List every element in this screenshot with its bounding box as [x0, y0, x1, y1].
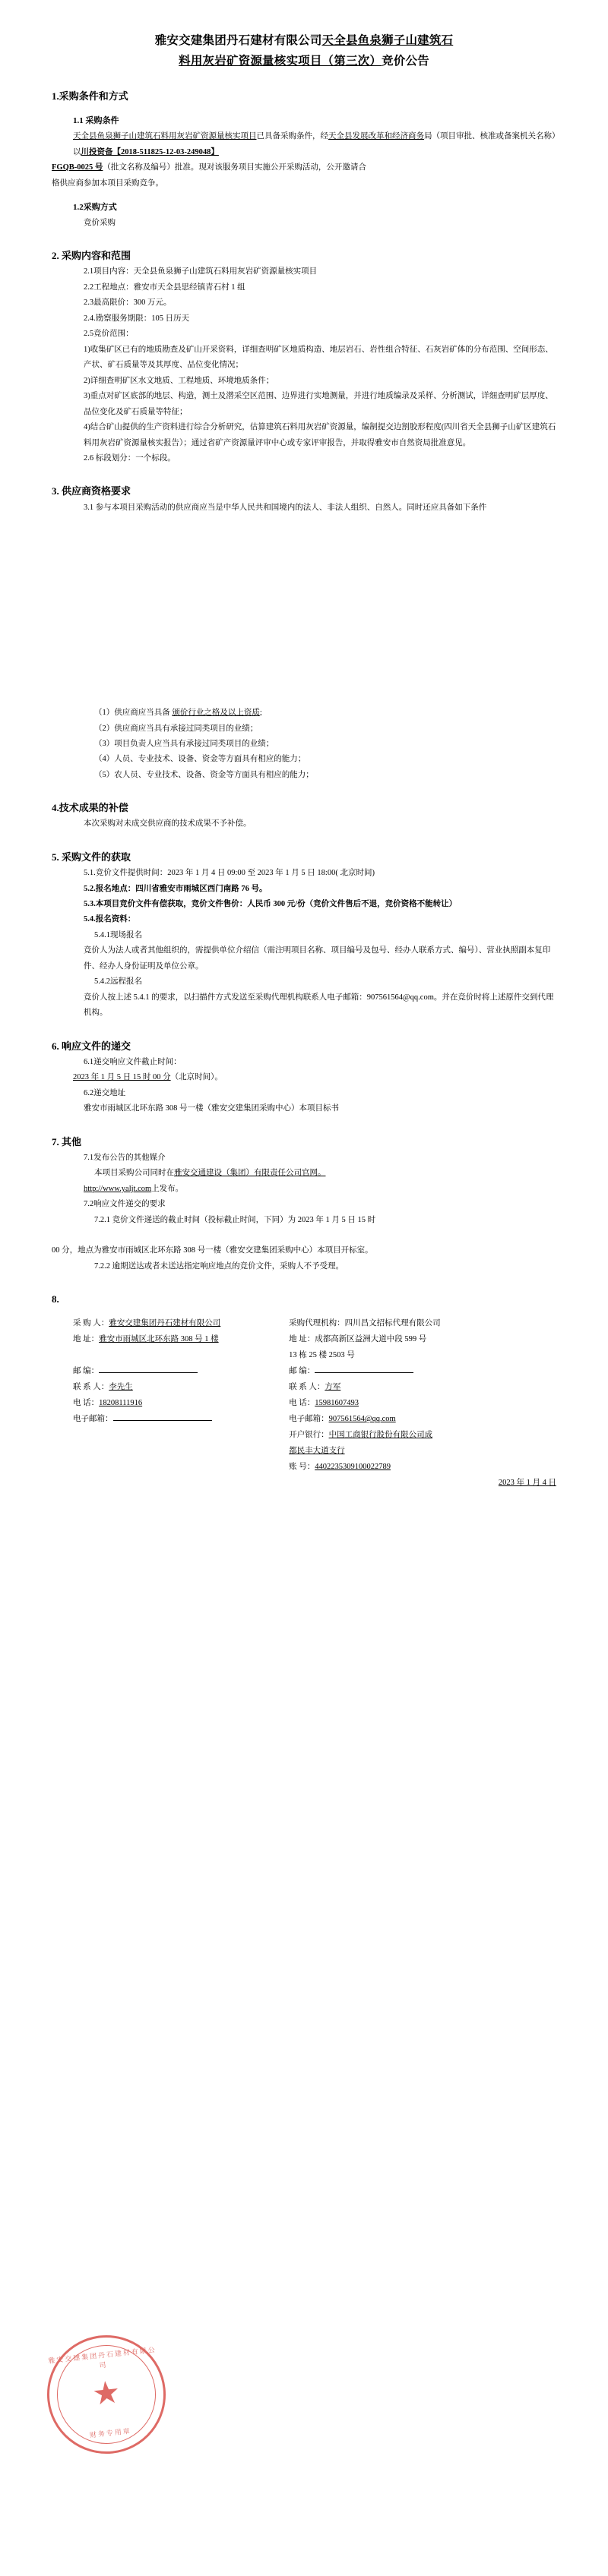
spacer-cell-5	[52, 1475, 289, 1491]
spacer-cell-2	[52, 1427, 289, 1443]
agent-zip-blank	[315, 1372, 413, 1373]
section-2-heading: 2. 采购内容和范围	[52, 250, 131, 262]
contact-row	[52, 1363, 556, 1379]
document-body	[52, 30, 556, 1491]
purchaser-contact-label: 联 系 人：	[73, 1383, 109, 1392]
section-2-scope-item: 3)重点对矿区底部的地层、构造，测土及潜采空区范围、边界进行实地测量，并进行地质编录及采样、分析测试，详细查明矿层厚度、品位变化及矿石质量等特征；	[84, 392, 553, 416]
agent-account-value: 4402235309100022789	[315, 1463, 391, 1472]
document-date-value: 2023 年 1 月 4 日	[498, 1479, 556, 1488]
section-6-item-1	[52, 1055, 556, 1070]
section-6-item-2: 6.2递交地址	[84, 1088, 126, 1097]
section-8-heading: 8.	[52, 1293, 59, 1305]
section-1-1-paragraph-cont	[52, 160, 556, 175]
contact-row	[52, 1443, 556, 1459]
section-2-scope-item: 2)详细查明矿区水文地质、工程地质、环境地质条件；	[84, 376, 274, 385]
approval-doc-number-2: FGQB-0025 号	[52, 163, 103, 172]
agent-cell	[289, 1315, 556, 1331]
p1-b: 已具备采购条件，经	[256, 132, 328, 141]
section-1-1-paragraph-cont2: 格供应商参加本项目采购竞争。	[52, 178, 163, 188]
p1-g: （批文名称及编号）批准。现对该服务项目实施公开采购活动，公开邀请合	[103, 163, 366, 172]
purchaser-value: 雅安交建集团丹石建材有限公司	[109, 1319, 221, 1328]
purchaser-address-cell	[52, 1331, 289, 1347]
section-7-heading: 7. 其他	[52, 1135, 82, 1148]
spacer-cell-3	[52, 1443, 289, 1459]
qualification-item-5: （5）农人员、专业技术、设备、资金等方面具有相应的能力；	[94, 770, 314, 779]
contact-row	[52, 1475, 556, 1491]
media-prefix: 本项目采购公司同时在	[94, 1169, 174, 1178]
agent-phone-value: 15981607493	[315, 1399, 359, 1408]
contact-table	[52, 1315, 556, 1491]
contact-row	[52, 1427, 556, 1443]
website-url[interactable]: http://www.yaljt.com	[84, 1184, 152, 1193]
spacer-cell-4	[52, 1459, 289, 1475]
contact-row	[52, 1379, 556, 1395]
agent-phone-cell	[289, 1395, 556, 1411]
title-line2-underlined: 料用灰岩矿资源量核实项目（第三次）	[179, 55, 382, 68]
section-2-item: 2.3最高限价：300 万元。	[84, 298, 172, 308]
agent-contact-value: 方军	[325, 1383, 341, 1392]
submission-deadline-suffix: （北京时间）。	[170, 1073, 223, 1082]
document-title	[52, 30, 556, 71]
qualification-item-1: （1）供应商应当具备 颁价行业之格及以上资质;	[94, 709, 262, 718]
agent-bank-value: 中国工商银行股份有限公司成	[328, 1431, 433, 1440]
approval-authority: 天全县发展改革和经济商务	[328, 132, 424, 141]
section-2-scope-item: 2.6 标段划分：一个标段。	[84, 454, 176, 462]
agent-contact-label: 联 系 人：	[289, 1383, 325, 1392]
section-3-paragraph: 3.1 参与本项目采购活动的供应商应当是中华人民共和国境内的法人、非法人组织、自然人。同时还应具备如下条件	[84, 503, 487, 512]
contact-row	[52, 1395, 556, 1411]
section-7-item-2-1: 7.2.1 竞价文件递送的截止时间（投标截止时间，下同）为 2023 年 1 月 5 日 15 时	[94, 1215, 376, 1224]
section-2-item: 2.4.勘察服务期限：105 日历天	[84, 314, 190, 323]
section-2-item: 2.2工程地点：雅安市天全县思经镇青石村 1 组	[84, 283, 245, 292]
agent-zip-label: 邮 编：	[289, 1367, 315, 1376]
section-1-2-heading: 1.2采购方式	[73, 203, 117, 213]
company-seal-stamp	[41, 2329, 171, 2459]
media-name: 雅安交通建设（集团）有限责任公司官网。	[174, 1169, 326, 1178]
section-5-heading: 5. 采购文件的获取	[52, 851, 131, 863]
purchaser-phone-value: 18208111916	[99, 1399, 143, 1408]
purchaser-contact-value: 李先生	[109, 1383, 133, 1392]
section-6-item-2-paragraph: 雅安市雨城区北环东路 308 号一楼（雅安交建集团采购中心）本项目标书	[84, 1104, 339, 1113]
section-5-4-heading: 5.4.报名资料：	[84, 915, 136, 924]
section-1-heading: 1.采购条件和方式	[52, 90, 128, 103]
section-5-4-1-paragraph: 竞价人为法人或者其他组织的，需提供单位介绍信（需注明项目名称、项目编号及包号、经办人联系方式、编号）、营业执照副本复印件、经办人身份证明及单位公章。	[84, 946, 551, 971]
section-5-4-2-heading: 5.4.2远程报名	[94, 977, 142, 987]
contact-row	[52, 1411, 556, 1427]
section-3-heading: 3. 供应商资格要求	[52, 485, 131, 497]
section-7-item-2: 7.2响应文件递交的要求	[84, 1200, 166, 1209]
section-2-item: 2.5竞价范围：	[84, 330, 134, 339]
purchaser-contact-cell	[52, 1379, 289, 1395]
agent-phone-label: 电 话：	[289, 1399, 315, 1408]
approval-doc-number-1: 川投资备【2018-511825-12-03-249048】	[81, 147, 219, 156]
purchaser-address-label: 地 址：	[73, 1335, 100, 1344]
purchaser-email-blank	[113, 1420, 212, 1421]
section-7-item-1: 7.1发布公告的其他媒介	[84, 1153, 166, 1162]
section-4-heading: 4.技术成果的补偿	[52, 802, 128, 814]
section-2-scope-item: 4)结合矿山提供的生产资料进行综合分析研究，估算建筑石料用灰岩矿资源量，编制提交边割胶形程度(四川省天全县狮子山矿区建筑石料用灰岩矿资源量核实报告）；通过省矿产资源量评审中心或专家评审报告，并取得雅安市自然资局批准意见。	[84, 423, 556, 447]
section-7-website-row	[52, 1182, 556, 1197]
agent-address-cell-2: 13 栋 25 楼 2503 号	[289, 1351, 355, 1360]
submission-deadline-value-row	[52, 1070, 556, 1085]
seal-top-text: 雅安交建集团丹石建材有限公司	[47, 2345, 157, 2369]
document-date	[289, 1475, 556, 1491]
purchaser-zip-blank	[99, 1372, 198, 1373]
contact-row	[52, 1347, 556, 1363]
blank-space	[52, 516, 556, 706]
contact-row	[52, 1459, 556, 1475]
qualification-item-2: （2）供应商应当具有承接过同类项目的业绩；	[94, 724, 258, 733]
purchaser-zip-label: 邮 编：	[73, 1367, 100, 1376]
seal-inner-ring	[52, 2341, 161, 2449]
section-7-item-2-2: 7.2.2 逾期送达或者未送达指定响应地点的竞价文件，采购人不予受理。	[94, 1261, 344, 1271]
spacer-cell	[52, 1347, 289, 1363]
agent-address-value: 成都高新区益洲大道中段 599 号	[315, 1335, 427, 1344]
submission-deadline-value: 2023 年 1 月 5 日 15 时 00 分	[73, 1073, 171, 1082]
section-7-item-2-1-cont: 00 分，地点为雅安市雨城区北环东路 308 号一楼（雅安交建集团采购中心）本项目开标室。	[52, 1246, 373, 1255]
purchaser-phone-cell	[52, 1395, 289, 1411]
section-6-heading: 6. 响应文件的递交	[52, 1040, 131, 1052]
agent-email-label: 电子邮箱：	[289, 1415, 329, 1424]
section-2-scope-item: 1)收集矿区已有的地质勘查及矿山开采资料，详细查明矿区地质构造、地层岩石、岩性组合特征、石灰岩矿体的分布范围、空间形态、产状、矿石质量等及其厚度、品位变化情况；	[84, 345, 553, 370]
purchaser-email-label: 电子邮箱：	[73, 1415, 113, 1424]
agent-contact-cell	[289, 1379, 556, 1395]
agent-bank-value-2: 都民丰大道支行	[289, 1447, 345, 1456]
seal-star-icon: ★	[92, 2379, 121, 2410]
section-5-4-2-paragraph: 竞价人按上述 5.4.1 的要求，以扫描件方式发送至采购代理机构联系人电子邮箱：907561564@qq.com。并在竞价时将上述原件交到代理机构。	[84, 993, 554, 1018]
agent-account-label: 账 号：	[289, 1463, 315, 1472]
section-1-1-paragraph	[52, 129, 556, 160]
agent-label: 采购代理机构：	[289, 1319, 345, 1328]
contact-block	[52, 1315, 556, 1491]
agent-bank-cell-2	[289, 1443, 556, 1459]
purchaser-phone-label: 电 话：	[73, 1399, 100, 1408]
section-1-1-heading: 1.1 采购条件	[73, 116, 119, 126]
agent-bank-cell	[289, 1427, 556, 1443]
title-line1-underlined: 天全县鱼泉狮子山建筑石	[321, 34, 454, 47]
qualification-blank-1: 颁价行业之格及以上资质	[172, 709, 260, 718]
section-2-item: 2.1项目内容：天全县鱼泉狮子山建筑石料用灰岩矿资源量核实项目	[84, 267, 318, 276]
agent-account-cell	[289, 1459, 556, 1475]
section-7-item-1-paragraph	[52, 1166, 556, 1181]
p1-d: 局（项目审批、核准或备案机关名称）以	[73, 132, 556, 156]
qualification-item-4: （4）人员、专业技术、设备、资金等方面具有相应的能力；	[94, 755, 306, 764]
agent-email-cell	[289, 1411, 556, 1427]
seal-bottom-text: 财务专用章	[89, 2426, 132, 2439]
contact-row	[52, 1315, 556, 1331]
agent-address-label: 地 址：	[289, 1335, 315, 1344]
purchaser-email-cell	[52, 1411, 289, 1427]
procurement-method-value: 竞价采购	[84, 218, 116, 227]
qualification-item-3: （3）项目负责人应当具有承接过同类项目的业绩；	[94, 739, 274, 748]
title-line1-prefix: 雅安交建集团丹石建材有限公司	[154, 34, 322, 47]
section-5-item-2: 5.2.报名地点：四川省雅安市雨城区西门南路 76 号。	[84, 884, 268, 893]
purchaser-zip-cell	[52, 1363, 289, 1379]
project-name-underlined: 天全县鱼泉狮子山建筑石料用灰岩矿资源量核实项目	[73, 132, 257, 141]
submission-deadline-label: 6.1递交响应文件截止时间：	[84, 1057, 182, 1066]
website-suffix: 上发布。	[151, 1184, 184, 1193]
section-5-4-1-heading: 5.4.1现场报名	[94, 930, 142, 939]
contact-row	[52, 1331, 556, 1347]
agent-value: 四川昌文招标代理有限公司	[344, 1319, 441, 1328]
purchaser-label: 采 购 人：	[73, 1319, 109, 1328]
section-5-item-1: 5.1.竞价文件提供时间：2023 年 1 月 4 日 09:00 至 2023 年 1 月 5 日 18:00( 北京时间)	[84, 869, 375, 878]
section-5-item-3: 5.3.本项目竞价文件有偿获取，竞价文件售价：人民币 300 元/份（竞价文件售后不退，竞价资格不能转让）	[84, 899, 458, 908]
purchaser-address-value: 雅安市雨城区北环东路 308 号 1 楼	[99, 1335, 219, 1344]
agent-email-value: 907561564@qq.com	[328, 1415, 396, 1424]
agent-bank-label: 开户银行：	[289, 1431, 329, 1440]
section-4-paragraph: 本次采购对未成交供应商的技术成果不予补偿。	[84, 819, 252, 829]
agent-zip-cell	[289, 1363, 556, 1379]
purchaser-cell	[52, 1315, 289, 1331]
title-line2-suffix: 竞价公告	[382, 55, 429, 68]
agent-address-cell	[289, 1331, 556, 1347]
